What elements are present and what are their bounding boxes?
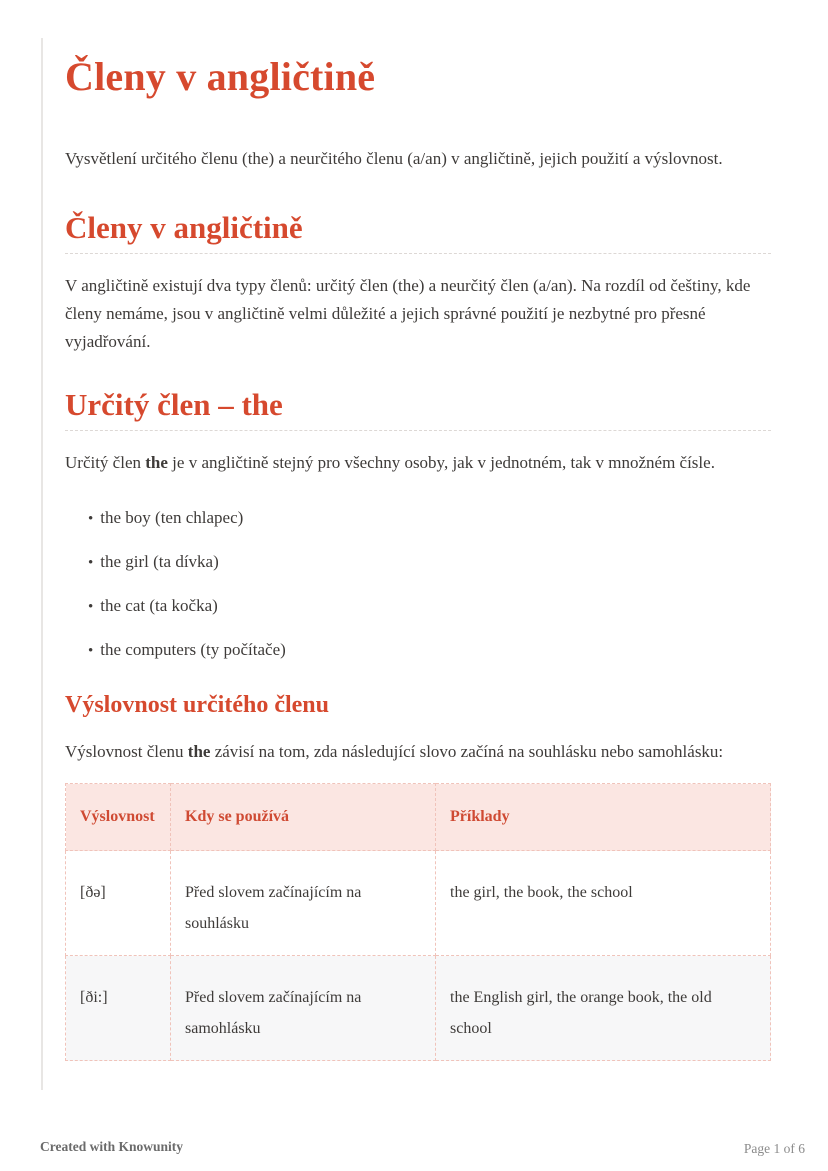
- page-edge-line: [41, 38, 43, 1090]
- table-cell-examples: the girl, the book, the school: [436, 851, 771, 956]
- bold-term: the: [145, 453, 168, 472]
- body-text-suffix: je v angličtině stejný pro všechny osoby, jak v jednotném, tak v množném čísle.: [167, 453, 715, 472]
- body-text-suffix: závisí na tom, zda následující slovo začíná na souhlásku nebo samohlásku:: [210, 742, 724, 761]
- list-item: [88, 592, 771, 621]
- body-text-prefix: Výslovnost členu: [65, 742, 188, 761]
- table-cell-pronunciation: [ðə]: [66, 851, 171, 956]
- bullet-icon: •: [88, 643, 94, 659]
- section-body-definite-article: [65, 449, 771, 477]
- table-header-cell-pronunciation: Výslovnost: [66, 784, 171, 851]
- footer-branding: Created with Knowunity: [40, 1139, 184, 1154]
- list-item: [88, 504, 771, 533]
- table-cell-usage: Před slovem začínajícím na samohlásku: [171, 956, 436, 1061]
- page-number: Page 1 of 6: [743, 1141, 805, 1156]
- section-heading-articles: Členy v angličtině: [65, 209, 771, 254]
- bullet-icon: •: [88, 555, 94, 571]
- table-header-cell-usage: Kdy se používá: [171, 784, 436, 851]
- section-body-articles: V angličtině existují dva typy členů: určitý člen (the) a neurčitý člen (a/an). Na rozdíl od češtiny, kde členy nemáme, jsou v angličtině velmi důležité a jejich správné použití je nezbytné pro přesné vyjadřování.: [65, 276, 751, 351]
- table-header-cell-examples: Příklady: [436, 784, 771, 851]
- list-item-text: the girl (ta dívka): [100, 552, 219, 571]
- document-title: Členy v angličtině: [65, 54, 376, 99]
- list-item: [88, 636, 771, 665]
- list-item: [88, 548, 771, 577]
- intro-text: Vysvětlení určitého členu (the) a neurčitého členu (a/an) v angličtině, jejich použití a výslovnost.: [65, 149, 723, 168]
- examples-list: [65, 504, 771, 665]
- bullet-icon: •: [88, 511, 94, 527]
- table-cell-examples: the English girl, the orange book, the old school: [436, 956, 771, 1061]
- table-cell-usage: Před slovem začínajícím na souhlásku: [171, 851, 436, 956]
- pronunciation-table: [65, 783, 771, 1061]
- document-content: [65, 0, 771, 1061]
- subsection-heading-pronunciation: Výslovnost určitého členu: [65, 692, 329, 718]
- table-row: [66, 851, 771, 956]
- subsection-body-pronunciation: [65, 738, 771, 766]
- list-item-text: the computers (ty počítače): [100, 640, 286, 659]
- list-item-text: the cat (ta kočka): [100, 596, 218, 615]
- table-row: [66, 956, 771, 1061]
- table-cell-pronunciation: [ði:]: [66, 956, 171, 1061]
- table-header-row: [66, 784, 771, 851]
- bullet-icon: •: [88, 599, 94, 615]
- section-heading-definite-article: Určitý člen – the: [65, 386, 771, 431]
- list-item-text: the boy (ten chlapec): [100, 508, 244, 527]
- body-text-prefix: Určitý člen: [65, 453, 146, 472]
- bold-term: the: [187, 742, 211, 761]
